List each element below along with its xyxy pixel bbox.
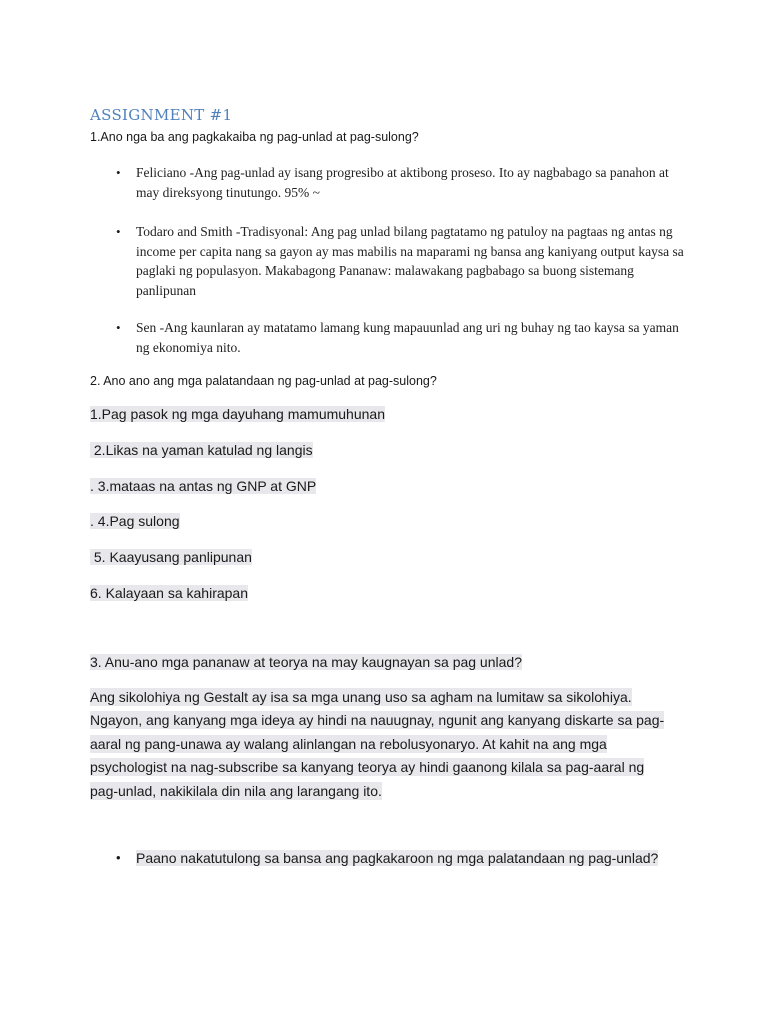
- sign-item-3: [90, 478, 316, 494]
- sign-item-4: [90, 513, 180, 529]
- sign-text: . 3.mataas na antas ng GNP at GNP: [90, 478, 317, 494]
- sign-item-2: [90, 442, 313, 458]
- sign-text: . 4.Pag sulong: [90, 513, 180, 529]
- question-1: 1.Ano nga ba ang pagkakaiba ng pag-unlad at pag-sulong?: [90, 130, 419, 144]
- list-item: [90, 222, 690, 300]
- sign-text: 6. Kalayaan sa kahirapan: [90, 585, 248, 601]
- sign-text: 1.Pag pasok ng mga dayuhang mamumuhunan: [90, 406, 385, 422]
- bullet-icon: •: [116, 320, 121, 335]
- assignment-title: ASSIGNMENT #1: [90, 106, 233, 124]
- final-question-text: Paano nakatutulong sa bansa ang pagkakaroon ng mga palatandaan ng pag-unlad?: [136, 850, 659, 866]
- answer-feliciano: Feliciano -Ang pag-unlad ay isang progresibo at aktibong proseso. Ito ay nagbabago sa panahon at may direksyong tinutungo. 95% ~: [136, 165, 669, 200]
- bullet-icon: •: [116, 165, 121, 180]
- bullet-icon: •: [116, 224, 121, 239]
- sign-item-5: [90, 549, 252, 565]
- list-item: [90, 318, 690, 357]
- question-3-text: 3. Anu-ano mga pananaw at teorya na may kaugnayan sa pag unlad?: [90, 654, 522, 670]
- question-2: 2. Ano ano ang mga palatandaan ng pag-unlad at pag-sulong?: [90, 374, 437, 388]
- sign-text: 5. Kaayusang panlipunan: [90, 549, 252, 565]
- answer-sen: Sen -Ang kaunlaran ay matatamo lamang kung mapauunlad ang uri ng buhay ng tao kaysa sa yaman ng ekonomiya nito.: [136, 320, 679, 355]
- paragraph-text: Ang sikolohiya ng Gestalt ay isa sa mga unang uso sa agham na lumitaw sa sikolohiya. Ngayon, ang kanyang mga ideya ay hindi na nauugnay, ngunit ang kanyang diskarte sa pag-aaral ng pang-unawa ay walang alinlangan na rebolusyonaryo. At kahit na ang mga psychologist na nag-subscribe sa kanyang teorya ay hindi gaanong kilala sa pag-aaral ng pag-unlad, nakikilala din nila ang larangang ito.: [90, 689, 665, 799]
- answer-todaro-smith: Todaro and Smith -Tradisyonal: Ang pag unlad bilang pagtatamo ng patuloy na pagtaas ng antas ng income per capita nang sa gayon ay mas mabilis na maparami ng bansa ang kaniyang output kaysa sa paglaki ng populasyon. Makabagong Pananaw: malawakang pagbabago sa buong sistemang panlipunan: [136, 224, 684, 298]
- list-item: [90, 163, 690, 202]
- question-3: [90, 654, 522, 670]
- gestalt-paragraph: [90, 686, 670, 803]
- sign-item-1: [90, 406, 385, 422]
- sign-item-6: [90, 585, 248, 601]
- sign-text: 2.Likas na yaman katulad ng langis: [90, 442, 313, 458]
- bullet-icon: •: [116, 850, 121, 865]
